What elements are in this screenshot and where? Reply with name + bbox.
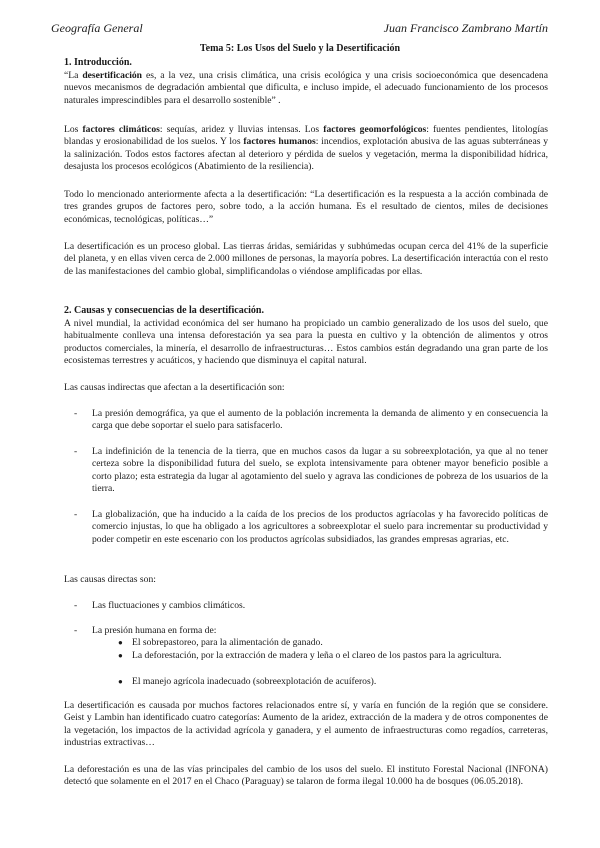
dash-marker: - [74,408,78,419]
dash-marker: - [74,446,78,457]
intro-paragraph-factors: Los factores climáticos: sequías, aridez y lluvias intensas. Los factores geomorfológicos: fuentes pendientes, litologías blandas y erosionabilidad de los suelos. Y los factores humanos: incendios, explotación abusiva de las aguas subterráneas y la salinización. Todos estos factores afectan al deterioro y pérdida de suelos y vegetación, merma la disponibilidad hídrica, desajusta los procesos ecológicos (Abatimiento de la resiliencia). [64,124,548,173]
list-item: - La indefinición de la tenencia de la tierra, que en muchos casos da lugar a su sobreexplotación, ya que al no tener certeza sobre la disponibilidad futura del suelo, se explota intensivamente para obtener mayor beneficio posible a corto plazo; esta estrategia da lugar al agotamiento del suelo y agrava las condiciones de pobreza de los usuarios de la tierra. [74,446,548,495]
list-item: ● El manejo agrícola inadecuado (sobreexplotación de acuíferos). [118,676,377,687]
list-item: - La globalización, que ha inducido a la caída de los precios de los productos agríacolas y ha favorecido políticas de comercio injustas, lo que ha obligado a los agricultores a sobreexplotar el suelo para incrementar su productividad y poder competir en este escenario con los productos agrícolas subsidiados, las grandes empresas agrarias, etc. [74,509,548,545]
section-heading-causas: 2. Causas y consecuencias de la desertificación. [64,305,264,316]
list-item: - La presión demográfica, ya que el aumento de la población incrementa la demanda de alimento y en consecuencia la carga que debe soportar el suelo para satisfacerlo. [74,408,548,432]
causes-paragraph-geist-lambin: La desertificación es causada por muchos factores relacionados entre sí, y varía en función de la región que se considere. Geist y Lambin han identificado cuatro categorías: Aumento de la aridez, extracción de la madera y de otros componentes de la vegetación, los impactos de la actividad agrícola y ganadera, y el aumento de infraestructuras como regadíos, carreteras, industrias extractivas… [64,700,548,749]
header-subject: Geografía General [51,21,143,35]
causes-paragraph-economic-activity: A nivel mundial, la actividad económica del ser humano ha propiciado un cambio generalizado de los usos del suelo, que habitualmente conlleva una intensa deforestación ya sea para la puesta en cultivo y la obtención de alimentos y otros productos comerciales, la minería, el desarrollo de infraestructuras… Estos cambios están degradando una gran parte de los ecosistemas terrestres y acuáticos, y haciendo que disminuya el capital natural. [64,318,548,367]
page-title: Tema 5: Los Usos del Suelo y la Desertificación [199,43,401,54]
intro-paragraph-global-process: La desertificación es un proceso global. Las tierras áridas, semiáridas y subhúmedas ocupan cerca del 41% de la superficie del planeta, y en ellas viven cerca de 2.000 millones de personas, la mayoría pobres. La desertificación interactúa con el resto de las manifestaciones del cambio global, simplificandolas o viéndose amplificadas por ellas. [64,241,548,277]
dash-marker: - [74,625,78,636]
list-item: - La presión humana en forma de: [74,625,217,636]
header-author: Juan Francisco Zambrano Martín [383,21,548,35]
intro-paragraph-human-action: Todo lo mencionado anteriormente afecta a la desertificación: “La desertificación es la respuesta a la acción combinada de tres grandes grupos de factores pero, sobre todo, a la acción humana. Es el resultado de cientos, miles de decisiones económicas, tecnológicas, políticas…” [64,189,548,225]
causes-paragraph-deforestation: La deforestación es una de las vías principales del cambio de los usos del suelo. El instituto Forestal Nacional (INFONA) detectó que solamente en el 2017 en el Chaco (Paraguay) se talaron de forma ilegal 10.000 ha de bosques (06.05.2018). [64,764,548,788]
intro-paragraph-definition: “La desertificación es, a la vez, una crisis climática, una crisis ecológica y una crisis socioeconómica que desencadena nuevos mecanismos de degradación ambiental que dificulta, e incluso impide, el adecuado funcionamiento de los procesos naturales imprescindibles para el desarrollo sostenible” . [64,70,548,106]
bullet-marker: ● [118,638,123,647]
bullet-marker: ● [118,651,123,660]
bullet-marker: ● [118,677,123,686]
list-item: - Las fluctuaciones y cambios climáticos. [74,600,246,611]
indirect-causes-intro: Las causas indirectas que afectan a la desertificación son: [64,382,285,393]
dash-marker: - [74,509,78,520]
list-item: ● El sobrepastoreo, para la alimentación de ganado. [118,637,323,648]
direct-causes-intro: Las causas directas son: [64,574,156,585]
list-item: ● La deforestación, por la extracción de madera y leña o el clareo de los pastos para la agricultura. [118,650,502,661]
dash-marker: - [74,600,78,611]
section-heading-introduccion: 1. Introducción. [64,57,132,68]
